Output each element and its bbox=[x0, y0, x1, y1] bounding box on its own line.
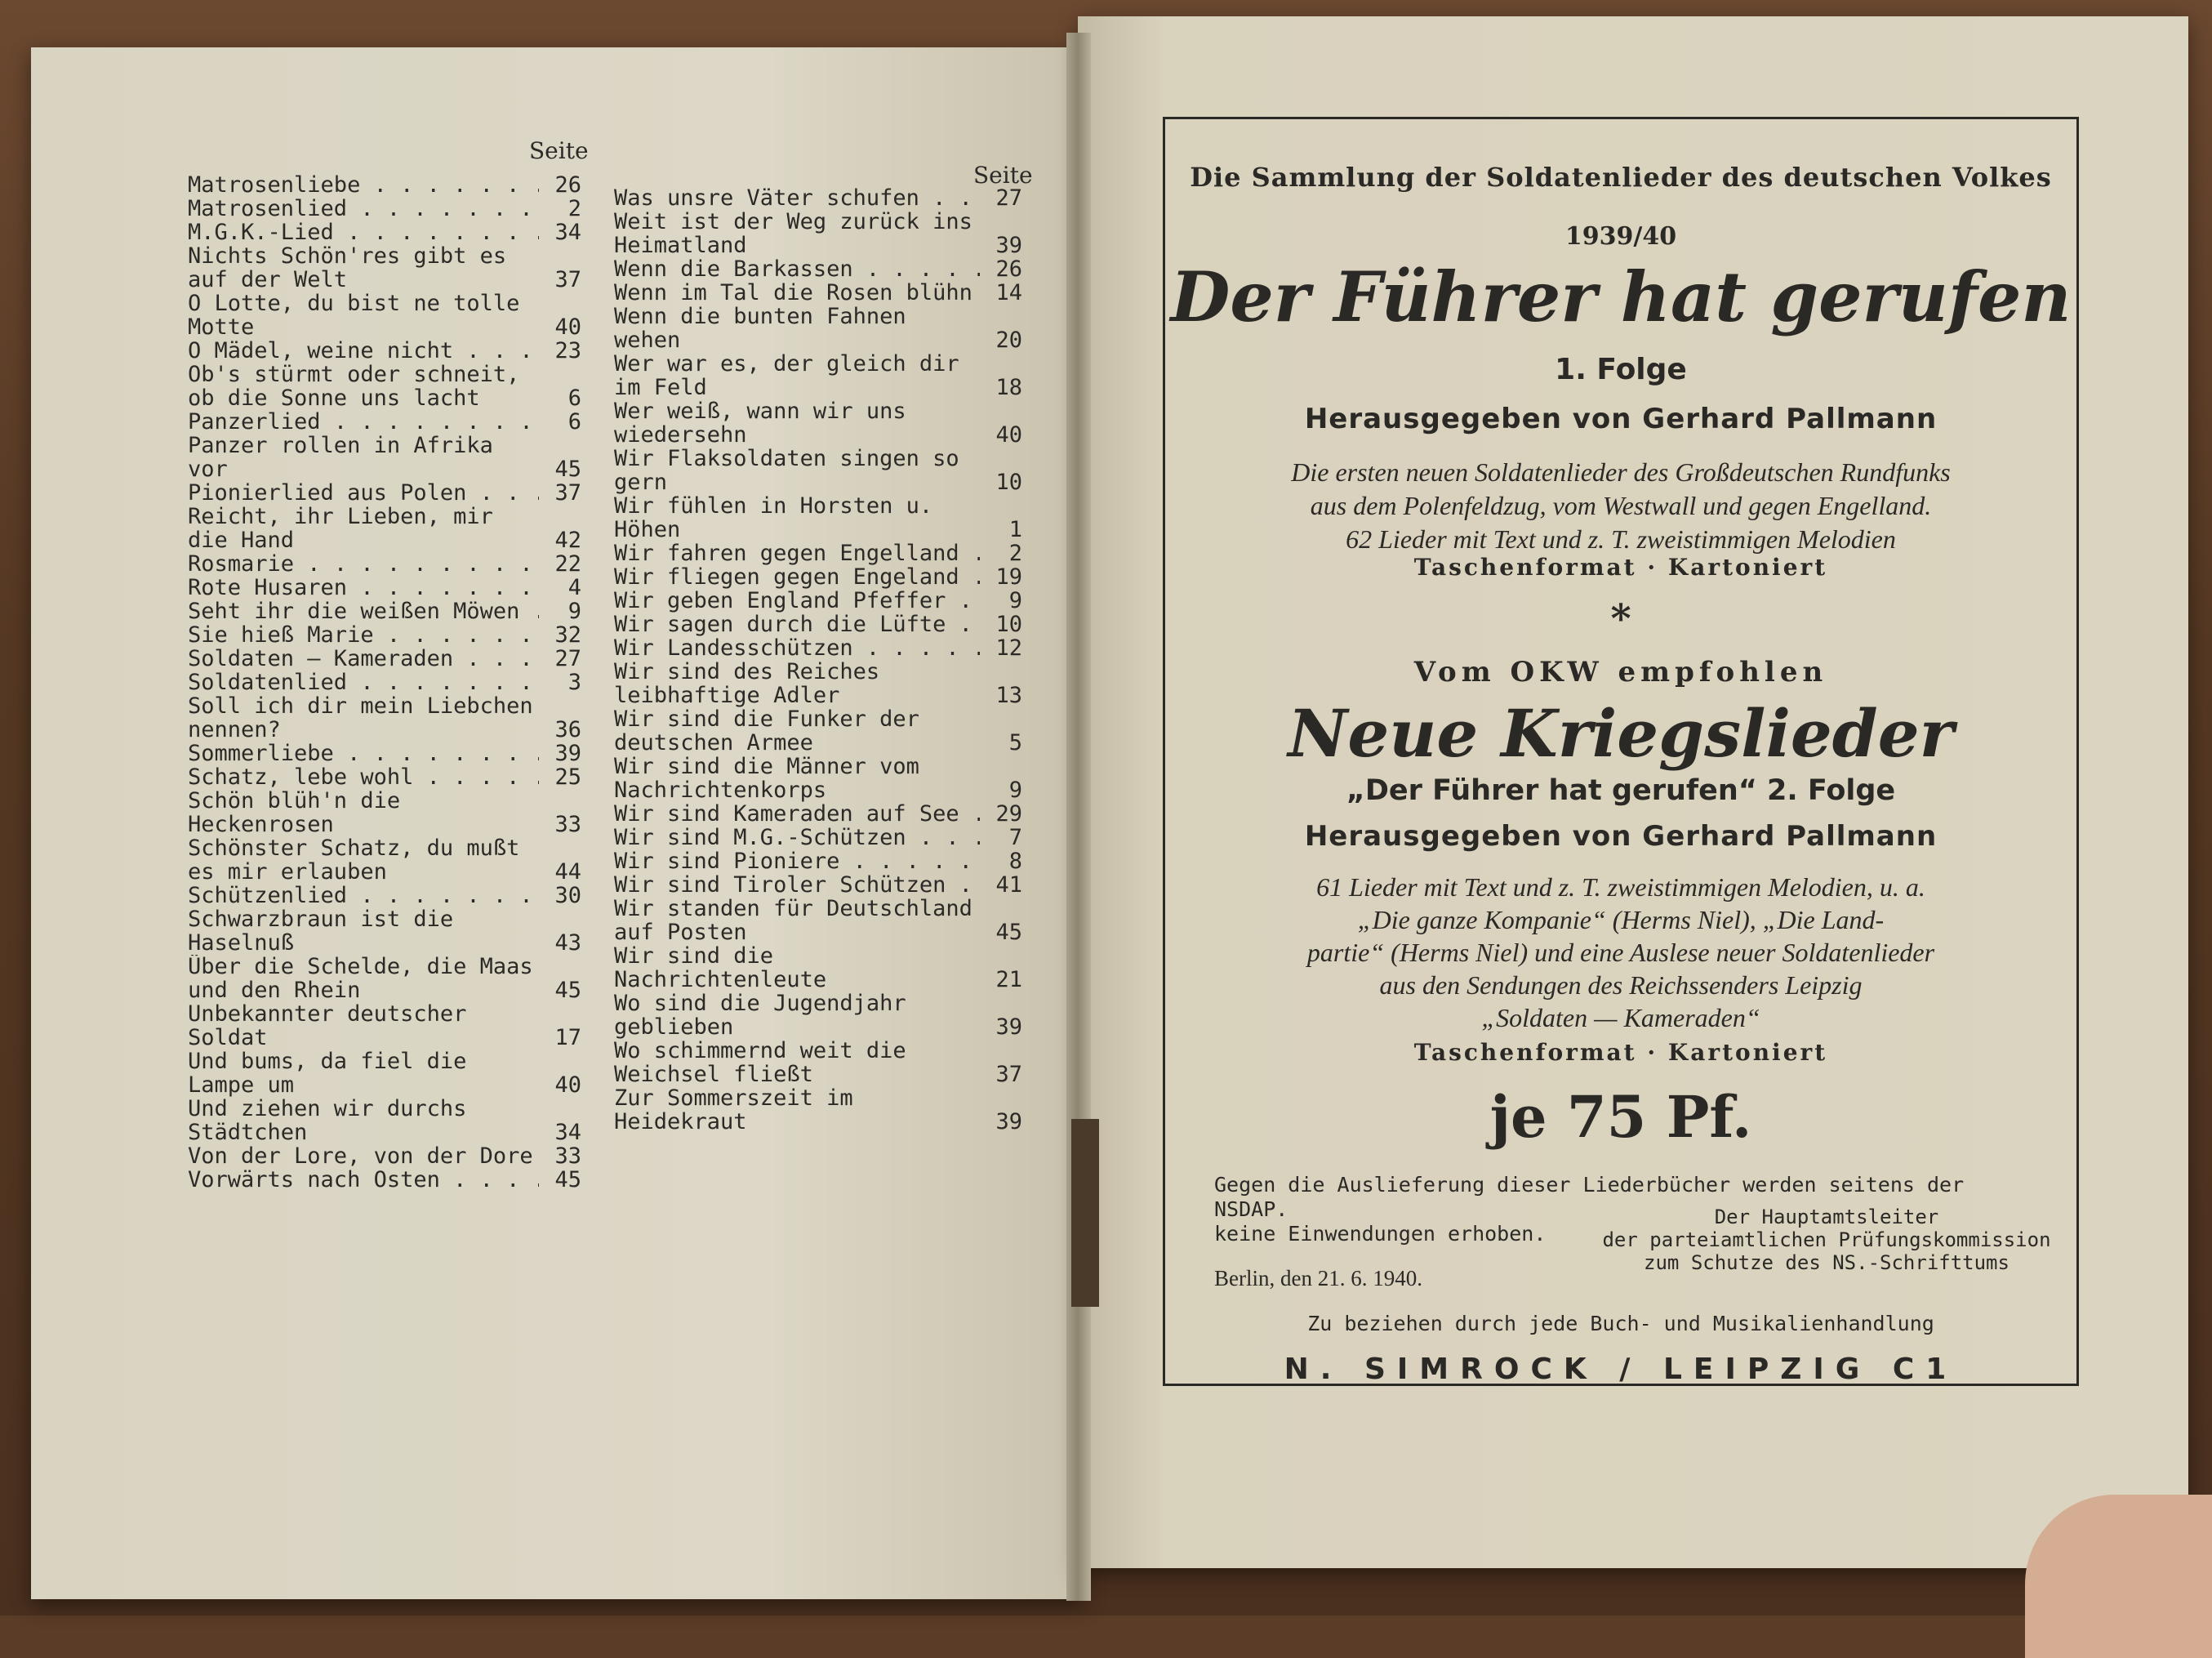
page-number: 2 bbox=[1008, 541, 1022, 566]
page-number: 27 bbox=[554, 646, 581, 671]
page-number: 34 bbox=[554, 220, 581, 245]
index-entry bbox=[614, 636, 1022, 660]
index-entry bbox=[188, 789, 581, 836]
page-number: 7 bbox=[1008, 825, 1022, 850]
page-number: 32 bbox=[554, 622, 581, 648]
notice-line: Gegen die Auslieferung dieser Liederbücher werden seitens der NSDAP. bbox=[1214, 1173, 1965, 1221]
page-number: 27 bbox=[995, 185, 1022, 211]
page-number: 43 bbox=[554, 930, 581, 956]
song-title: Wir sind die Funker der deutschen Armee bbox=[614, 707, 919, 755]
index-entry bbox=[614, 447, 1022, 494]
song-title: Was unsre Väter schufen . . . bbox=[614, 186, 980, 210]
signature-line: der parteiamtlichen Prüfungskommission bbox=[1602, 1228, 2051, 1251]
index-entry bbox=[188, 765, 581, 789]
page-number: 29 bbox=[995, 801, 1022, 827]
index-entry bbox=[188, 244, 581, 292]
index-entry bbox=[188, 292, 581, 339]
song-title: M.G.K.-Lied . . . bbox=[188, 221, 539, 244]
song-title: Wir Landesschützen . . . bbox=[614, 636, 980, 660]
star-divider: * bbox=[1610, 596, 1631, 642]
page-number: 37 bbox=[554, 480, 581, 506]
page-number: 12 bbox=[995, 635, 1022, 661]
thumb bbox=[2025, 1495, 2212, 1658]
page-number: 19 bbox=[995, 564, 1022, 590]
page-number: 6 bbox=[567, 386, 581, 411]
page-number: 34 bbox=[554, 1120, 581, 1145]
song-title: Wir sind Kameraden auf See . . . bbox=[614, 802, 980, 826]
song-title: Panzerlied . . . bbox=[188, 410, 539, 434]
index-entry bbox=[188, 1168, 581, 1192]
index-entry bbox=[188, 1050, 581, 1097]
page-number: 40 bbox=[554, 1072, 581, 1098]
page-number: 44 bbox=[554, 859, 581, 885]
index-entry bbox=[614, 897, 1022, 944]
song-title: Rote Husaren . . . bbox=[188, 576, 539, 599]
index-entry bbox=[188, 884, 581, 907]
page-number: 41 bbox=[995, 872, 1022, 898]
index-entry bbox=[614, 305, 1022, 352]
song-title: Über die Schelde, die Maas und den Rhein bbox=[188, 955, 533, 1002]
notice-date: Berlin, den 21. 6. 1940. bbox=[1214, 1266, 1422, 1290]
song-title: Wir sagen durch die Lüfte . . . bbox=[614, 613, 980, 636]
signature-block bbox=[1598, 1206, 2055, 1274]
song-title: Soll ich dir mein Liebchen nennen? bbox=[188, 694, 533, 742]
series-title: Die Sammlung der Soldatenlieder des deutschen Volkes bbox=[1190, 162, 2052, 193]
index-entry bbox=[188, 623, 581, 647]
signature-line: Der Hauptamtsleiter bbox=[1714, 1206, 1939, 1228]
advertisement-box bbox=[1163, 117, 2079, 1386]
page-number: 39 bbox=[995, 1014, 1022, 1040]
index-column-left bbox=[188, 173, 581, 1192]
page-number: 40 bbox=[554, 314, 581, 340]
page-number: 13 bbox=[995, 683, 1022, 708]
page-number: 26 bbox=[995, 256, 1022, 282]
song-title: Wenn die Barkassen . . . bbox=[614, 257, 980, 281]
index-entry bbox=[614, 802, 1022, 826]
description-2-line: 61 Lieder mit Text und z. T. zweistimmigen Melodien, u. a. bbox=[1316, 872, 1925, 902]
index-entry bbox=[614, 613, 1022, 636]
page-number: 22 bbox=[554, 551, 581, 577]
song-title: Wir sind M.G.-Schützen . . . bbox=[614, 826, 980, 849]
index-entry bbox=[614, 873, 1022, 897]
page-number: 37 bbox=[995, 1062, 1022, 1087]
song-title: Wir sind Pioniere . . . bbox=[614, 849, 980, 873]
song-title: Schatz, lebe wohl . . . bbox=[188, 765, 539, 789]
song-title: Wir sind die Männer vom Nachrichtenkorps bbox=[614, 755, 919, 802]
page-number: 39 bbox=[554, 741, 581, 766]
song-title: O Lotte, du bist ne tolle Motte bbox=[188, 292, 520, 339]
song-title: Matrosenlied . . . bbox=[188, 197, 539, 221]
price: je 75 Pf. bbox=[1489, 1083, 1752, 1151]
index-entry bbox=[188, 481, 581, 505]
song-title: Schwarzbraun ist die Haselnuß bbox=[188, 907, 454, 955]
index-entry bbox=[188, 836, 581, 884]
index-entry bbox=[188, 1097, 581, 1144]
index-entry bbox=[614, 589, 1022, 613]
page-number: 21 bbox=[995, 967, 1022, 992]
index-entry bbox=[188, 955, 581, 1002]
description-2-line: aus den Sendungen des Reichssenders Leipzig bbox=[1379, 970, 1863, 1000]
page-number: 36 bbox=[554, 717, 581, 742]
index-entry bbox=[614, 565, 1022, 589]
index-entry bbox=[614, 352, 1022, 399]
song-title: Wir fliegen gegen Engeland . . . bbox=[614, 565, 980, 589]
page-number: 9 bbox=[1008, 778, 1022, 803]
page-number: 9 bbox=[567, 599, 581, 624]
page-number: 39 bbox=[995, 233, 1022, 258]
song-title: Wenn die bunten Fahnen wehen bbox=[614, 305, 906, 352]
index-entry bbox=[614, 849, 1022, 873]
page-number: 4 bbox=[567, 575, 581, 600]
song-title: Schönster Schatz, du mußt es mir erlauben bbox=[188, 836, 520, 884]
page-number: 5 bbox=[1008, 730, 1022, 755]
song-title: Wir fühlen in Horsten u. Höhen bbox=[614, 494, 933, 542]
spine-tear bbox=[1071, 1119, 1099, 1307]
index-entry bbox=[614, 944, 1022, 992]
song-title: Panzer rollen in Afrika vor bbox=[188, 434, 493, 481]
index-entry bbox=[614, 257, 1022, 281]
index-entry bbox=[188, 173, 581, 197]
index-entry bbox=[614, 186, 1022, 210]
song-title: Wer war es, der gleich dir im Feld bbox=[614, 352, 959, 399]
index-entry bbox=[188, 671, 581, 694]
page-number: 14 bbox=[995, 280, 1022, 305]
index-entry bbox=[614, 707, 1022, 755]
song-title: Wir Flaksoldaten singen so gern bbox=[614, 447, 959, 494]
folge-1: 1. Folge bbox=[1555, 353, 1687, 386]
song-title: Matrosenliebe . . . bbox=[188, 173, 539, 197]
index-entry bbox=[188, 1144, 581, 1168]
index-entry bbox=[188, 1002, 581, 1050]
page-number: 8 bbox=[1008, 849, 1022, 874]
song-title: Vorwärts nach Osten . . . bbox=[188, 1168, 539, 1192]
series-year: 1939/40 bbox=[1564, 222, 1677, 251]
index-entry bbox=[188, 434, 581, 481]
song-title: Und bums, da fiel die Lampe um bbox=[188, 1050, 467, 1097]
index-entry bbox=[614, 992, 1022, 1039]
editor-2: Herausgegeben von Gerhard Pallmann bbox=[1304, 820, 1938, 853]
index-entry bbox=[188, 599, 581, 623]
editor-1: Herausgegeben von Gerhard Pallmann bbox=[1304, 403, 1938, 435]
page-number: 10 bbox=[995, 470, 1022, 495]
song-title: Sie hieß Marie . . . bbox=[188, 623, 539, 647]
format-2: Taschenformat · Kartoniert bbox=[1413, 1039, 1828, 1066]
song-title: Wir sind die Nachrichtenleute bbox=[614, 944, 827, 992]
song-title: Wer weiß, wann wir uns wiedersehn bbox=[614, 399, 906, 447]
page-number: 18 bbox=[995, 375, 1022, 400]
page-number: 45 bbox=[554, 1167, 581, 1192]
song-title: O Mädel, weine nicht . . . bbox=[188, 339, 539, 363]
index-entry bbox=[188, 552, 581, 576]
song-title: Reicht, ihr Lieben, mir die Hand bbox=[188, 505, 493, 552]
index-entry bbox=[188, 907, 581, 955]
song-title: Wir fahren gegen Engelland . . . bbox=[614, 542, 980, 565]
folge-2: „Der Führer hat gerufen“ 2. Folge bbox=[1346, 774, 1896, 807]
index-entry bbox=[188, 363, 581, 410]
index-entry bbox=[614, 210, 1022, 257]
index-entry bbox=[614, 542, 1022, 565]
song-title: Soldatenlied . . . bbox=[188, 671, 539, 694]
page-number: 1 bbox=[1008, 517, 1022, 542]
index-entry bbox=[188, 221, 581, 244]
song-title: Ob's stürmt oder schneit, ob die Sonne uns lacht bbox=[188, 363, 520, 410]
index-entry bbox=[614, 755, 1022, 802]
book-title-2: Neue Kriegslieder bbox=[1288, 695, 1954, 772]
song-title: Pionierlied aus Polen . . . bbox=[188, 481, 539, 505]
page-number: 10 bbox=[995, 612, 1022, 637]
index-column-right bbox=[614, 186, 1022, 1134]
okw-recommendation: Vom OKW empfohlen bbox=[1413, 656, 1828, 689]
song-title: Wir standen für Deutschland auf Posten bbox=[614, 897, 972, 944]
page-number: 45 bbox=[995, 920, 1022, 945]
song-title: Seht ihr die weißen Möwen . . . bbox=[188, 599, 539, 623]
index-entry bbox=[614, 1039, 1022, 1086]
page-number: 37 bbox=[554, 267, 581, 292]
song-title: Soldaten — Kameraden . . . bbox=[188, 647, 539, 671]
page-number: 33 bbox=[554, 812, 581, 837]
page-number: 3 bbox=[567, 670, 581, 695]
description-1-line: Die ersten neuen Soldatenlieder des Großdeutschen Rundfunks bbox=[1291, 457, 1951, 487]
page-number: 6 bbox=[567, 409, 581, 435]
song-title: Und ziehen wir durchs Städtchen bbox=[188, 1097, 467, 1144]
page-number: 23 bbox=[554, 338, 581, 363]
song-title: Schützenlied . . . bbox=[188, 884, 539, 907]
song-title: Zur Sommerszeit im Heidekraut bbox=[614, 1086, 853, 1134]
book-title-1: Der Führer hat gerufen bbox=[1170, 256, 2072, 337]
song-title: Rosmarie . . . bbox=[188, 552, 539, 576]
index-entry bbox=[614, 399, 1022, 447]
publisher: N. SIMROCK / LEIPZIG C1 bbox=[1284, 1353, 1958, 1386]
index-entry bbox=[614, 1086, 1022, 1134]
index-entry bbox=[188, 505, 581, 552]
page-number: 42 bbox=[554, 528, 581, 553]
page-number: 9 bbox=[1008, 588, 1022, 613]
index-entry bbox=[188, 742, 581, 765]
page-number: 26 bbox=[554, 172, 581, 198]
song-title: Unbekannter deutscher Soldat bbox=[188, 1002, 467, 1050]
song-title: Nichts Schön'res gibt es auf der Welt bbox=[188, 244, 507, 292]
description-1-line: 62 Lieder mit Text und z. T. zweistimmigen Melodien bbox=[1346, 524, 1896, 554]
seite-label-left: Seite bbox=[529, 137, 589, 164]
song-title: Schön blüh'n die Heckenrosen bbox=[188, 789, 401, 836]
index-entry bbox=[188, 410, 581, 434]
page-number: 45 bbox=[554, 978, 581, 1003]
page-number: 39 bbox=[995, 1109, 1022, 1134]
description-2-line: „Die ganze Kompanie“ (Herms Niel), „Die Land- bbox=[1357, 905, 1885, 934]
index-entry bbox=[614, 281, 1022, 305]
song-title: Sommerliebe . . . bbox=[188, 742, 539, 765]
description-2-line: partie“ (Herms Niel) und eine Auslese neuer Soldatenlieder bbox=[1306, 938, 1935, 967]
description-2-line: „Soldaten — Kameraden“ bbox=[1481, 1003, 1760, 1032]
song-title: Wo schimmernd weit die Weichsel fließt bbox=[614, 1039, 906, 1086]
index-entry bbox=[188, 197, 581, 221]
song-title: Wenn im Tal die Rosen blühn bbox=[614, 281, 972, 305]
song-title: Wir sind des Reiches leibhaftige Adler bbox=[614, 660, 880, 707]
index-entry bbox=[188, 576, 581, 599]
song-title: Wo sind die Jugendjahr geblieben bbox=[614, 992, 906, 1039]
page-number: 45 bbox=[554, 457, 581, 482]
description-1 bbox=[1165, 456, 2076, 556]
seite-label-right: Seite bbox=[973, 162, 1033, 189]
signature-line: zum Schutze des NS.-Schrifttums bbox=[1644, 1251, 2009, 1274]
notice-line: keine Einwendungen erhoben. bbox=[1214, 1222, 1547, 1246]
song-title: Von der Lore, von der Dore . . . bbox=[188, 1144, 539, 1168]
page-number: 17 bbox=[554, 1025, 581, 1050]
index-entry bbox=[188, 647, 581, 671]
description-2 bbox=[1165, 871, 2076, 1034]
index-entry bbox=[614, 660, 1022, 707]
song-title: Wir geben England Pfeffer . . . bbox=[614, 589, 980, 613]
page-number: 40 bbox=[995, 422, 1022, 448]
book-spine bbox=[1066, 33, 1091, 1601]
page-number: 25 bbox=[554, 764, 581, 790]
page-number: 20 bbox=[995, 328, 1022, 353]
format-1: Taschenformat · Kartoniert bbox=[1413, 554, 1828, 581]
index-entry bbox=[614, 494, 1022, 542]
index-entry bbox=[188, 694, 581, 742]
page-number: 2 bbox=[567, 196, 581, 221]
index-entry bbox=[188, 339, 581, 363]
page-number: 33 bbox=[554, 1143, 581, 1169]
song-title: Weit ist der Weg zurück ins Heimatland bbox=[614, 210, 972, 257]
page-number: 30 bbox=[554, 883, 581, 908]
song-title: Wir sind Tiroler Schützen . . . bbox=[614, 873, 980, 897]
description-1-line: aus dem Polenfeldzug, vom Westwall und gegen Engelland. bbox=[1310, 491, 1932, 520]
distribution-note: Zu beziehen durch jede Buch- und Musikalienhandlung bbox=[1307, 1312, 1934, 1335]
index-entry bbox=[614, 826, 1022, 849]
